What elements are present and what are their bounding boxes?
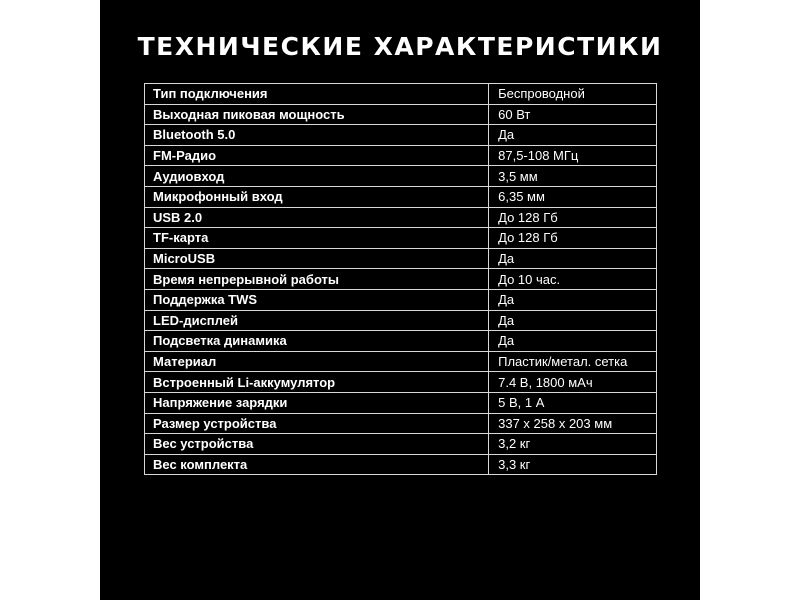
page-title: ТЕХНИЧЕСКИЕ ХАРАКТЕРИСТИКИ [137,32,663,61]
spec-name: USB 2.0 [145,207,489,228]
table-row [145,413,657,434]
spec-value: 337 х 258 х 203 мм [489,413,657,434]
table-row [145,125,657,146]
spec-name: Тип подключения [145,84,489,105]
spec-value: 60 Вт [489,104,657,125]
table-row [145,331,657,352]
table-row [145,186,657,207]
spec-name: Напряжение зарядки [145,392,489,413]
table-row [145,269,657,290]
spec-value: 5 В, 1 А [489,392,657,413]
spec-name: Подсветка динамика [145,331,489,352]
spec-name: MicroUSB [145,248,489,269]
spec-value: Беспроводной [489,84,657,105]
spec-value: До 128 Гб [489,207,657,228]
spec-value: Да [489,289,657,310]
table-row [145,104,657,125]
spec-value: Пластик/метал. сетка [489,351,657,372]
spec-value: 3,5 мм [489,166,657,187]
spec-value: Да [489,125,657,146]
table-row [145,372,657,393]
spec-value: 3,3 кг [489,454,657,475]
spec-name: Поддержка TWS [145,289,489,310]
table-row [145,84,657,105]
table-row [145,351,657,372]
spec-name: Микрофонный вход [145,186,489,207]
table-row [145,248,657,269]
spec-name: Выходная пиковая мощность [145,104,489,125]
table-row [145,166,657,187]
table-row [145,289,657,310]
table-row [145,392,657,413]
spec-value: 87,5-108 МГц [489,145,657,166]
table-row [145,454,657,475]
spec-value: Да [489,248,657,269]
spec-name: Материал [145,351,489,372]
table-row [145,434,657,455]
spec-value: До 10 час. [489,269,657,290]
spec-value: До 128 Гб [489,228,657,249]
spec-name: Аудиовход [145,166,489,187]
spec-value: 7.4 В, 1800 мАч [489,372,657,393]
spec-table [144,83,657,475]
spec-value: Да [489,310,657,331]
spec-name: FM-Радио [145,145,489,166]
spec-name: Вес комплекта [145,454,489,475]
table-row [145,207,657,228]
spec-name: Bluetooth 5.0 [145,125,489,146]
table-row [145,228,657,249]
table-row [145,310,657,331]
spec-value: 6,35 мм [489,186,657,207]
table-row [145,145,657,166]
spec-name: Размер устройства [145,413,489,434]
spec-name: Встроенный Li-аккумулятор [145,372,489,393]
spec-value: Да [489,331,657,352]
spec-panel [100,0,700,600]
spec-name: TF-карта [145,228,489,249]
spec-name: LED-дисплей [145,310,489,331]
spec-value: 3,2 кг [489,434,657,455]
spec-name: Вес устройства [145,434,489,455]
spec-name: Время непрерывной работы [145,269,489,290]
